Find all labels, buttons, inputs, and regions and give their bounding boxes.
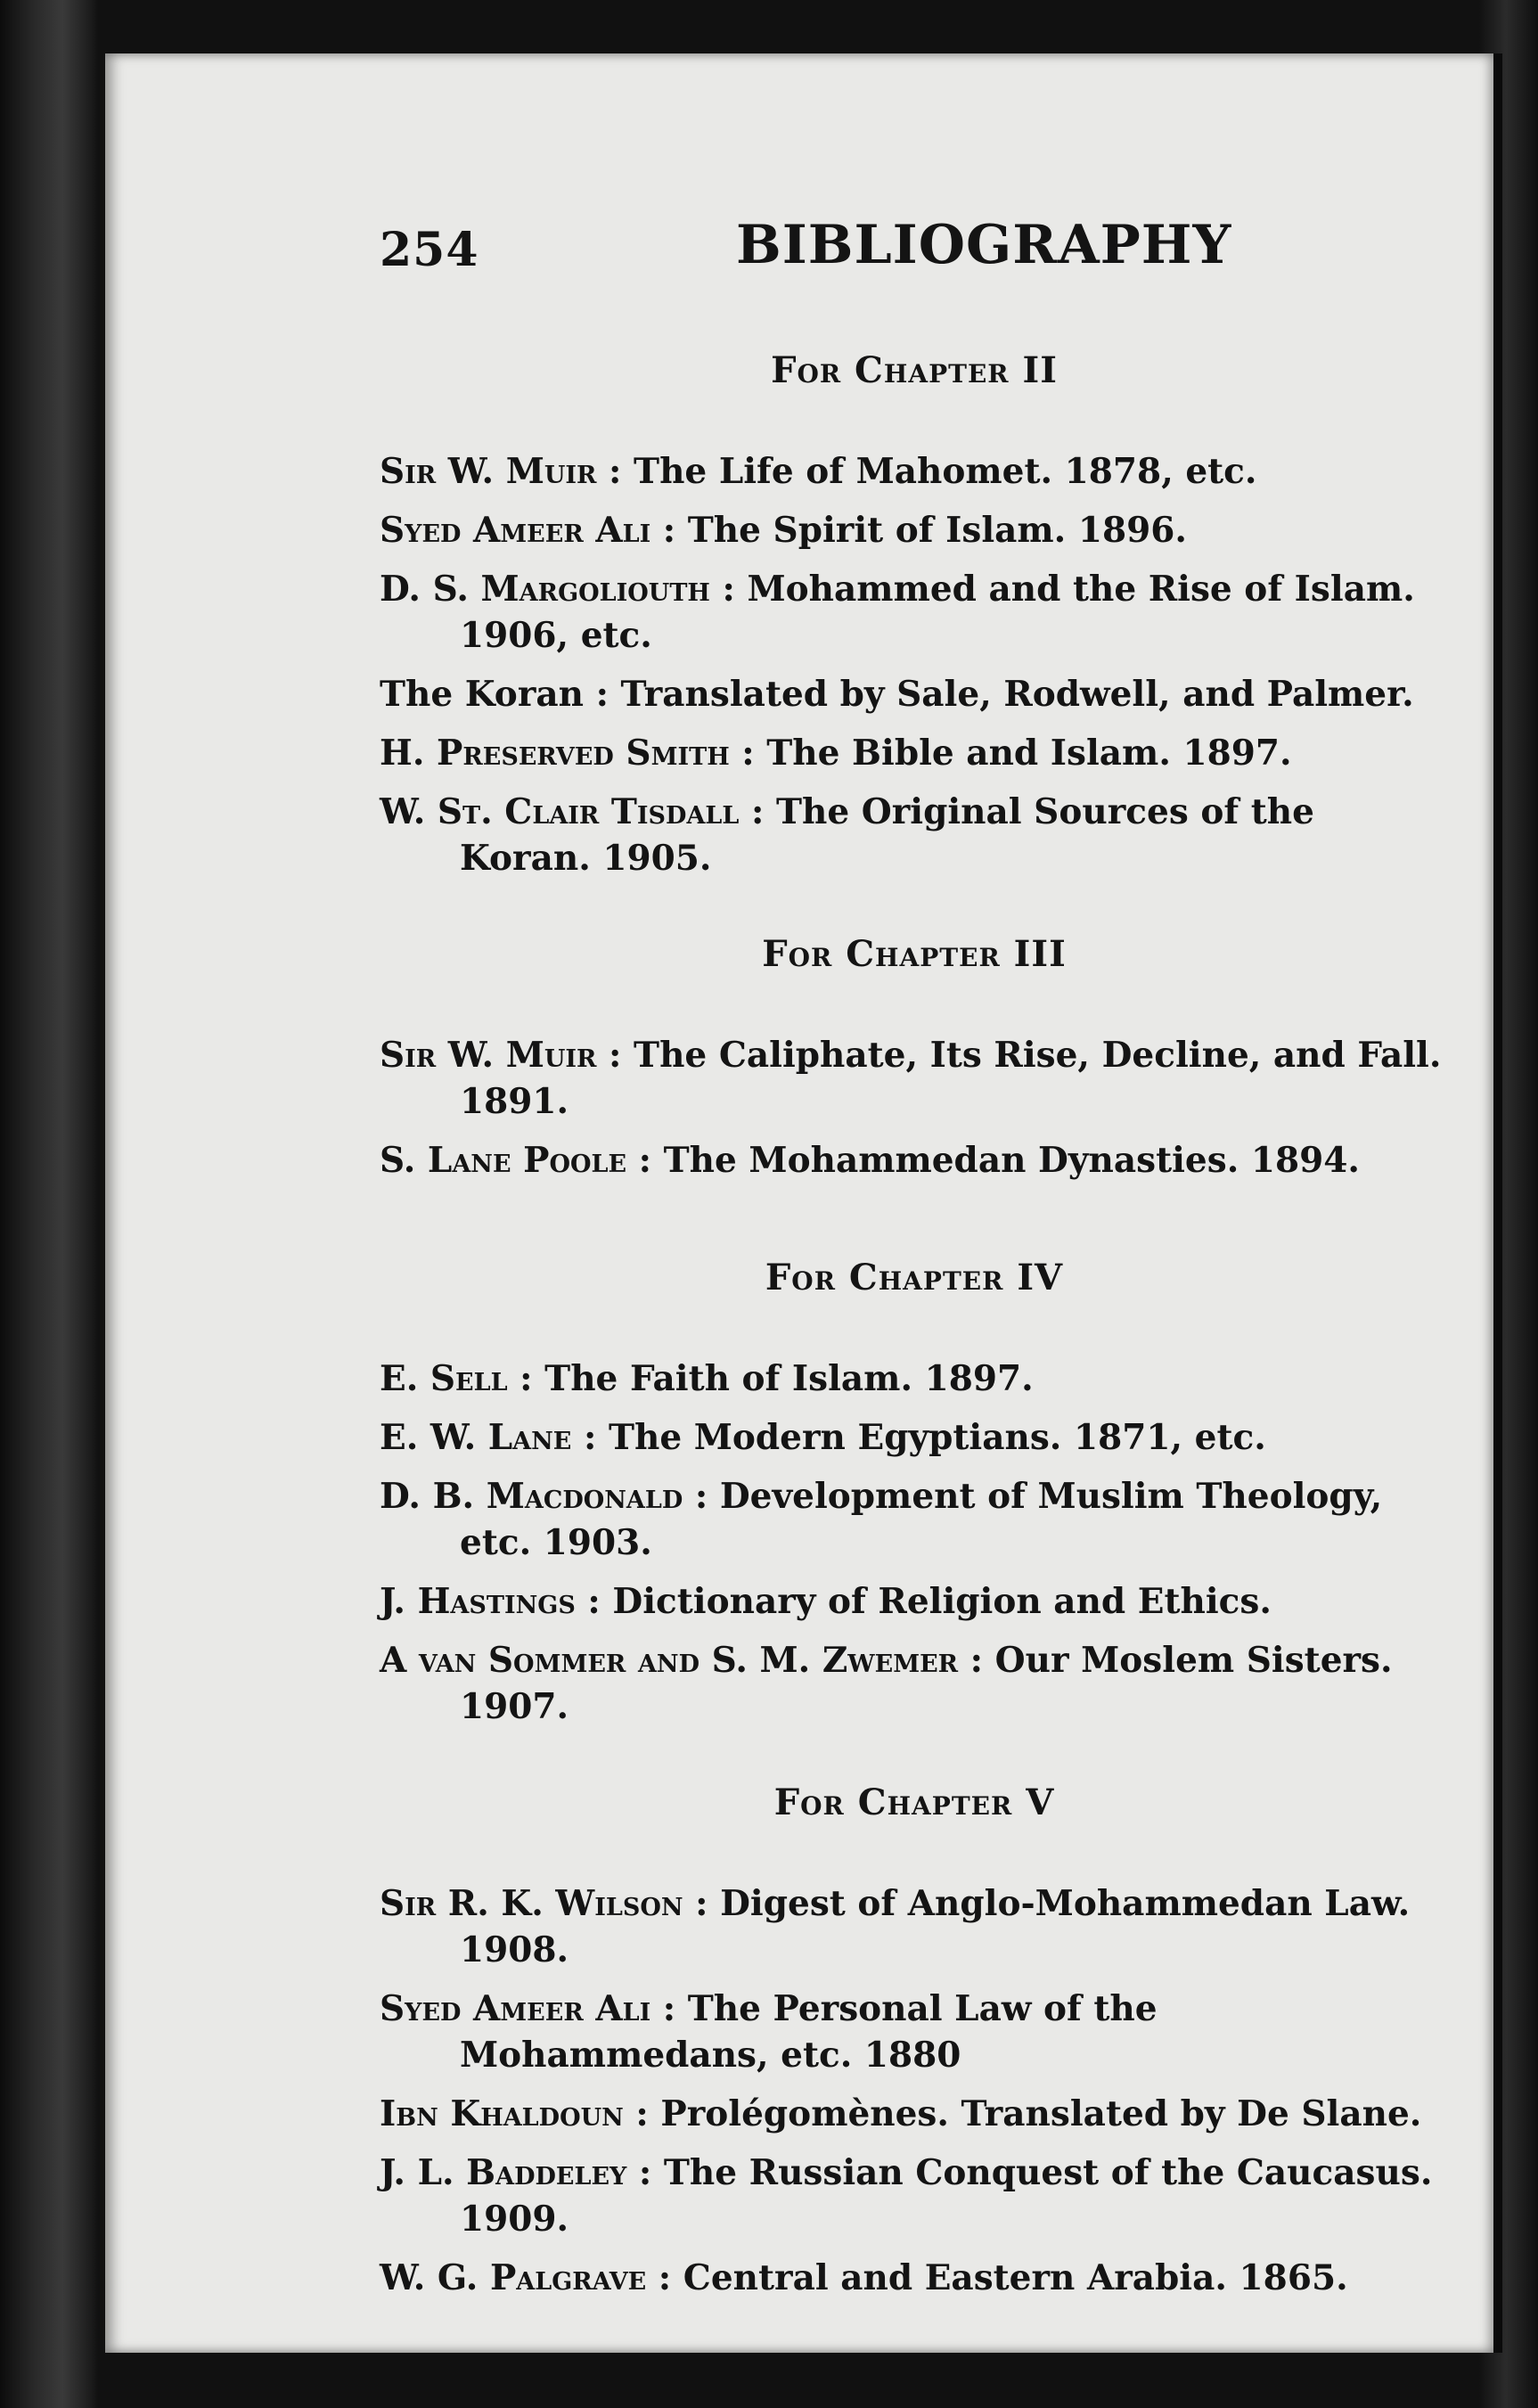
running-head — [380, 169, 1449, 277]
section-heading: For Chapter IV — [765, 1257, 1064, 1298]
entry-work: Digest of Anglo-Mohammedan Law. 1908. — [460, 1883, 1411, 1970]
section-heading: For Chapter II — [771, 349, 1058, 391]
entry-work: Central and Eastern Arabia. 1865. — [683, 2257, 1348, 2298]
entry-author: D. S. Margoliouth — [380, 569, 710, 610]
entry-work: The Mohammedan Dynasties. 1894. — [663, 1140, 1360, 1181]
entry-work: Mohammed and the Rise of Islam. 1906, etc. — [460, 569, 1415, 656]
entry-work: The Bible and Islam. 1897. — [766, 733, 1292, 774]
bibliography-entry: J. L. Baddeley : The Russian Conquest of the Caucasus. 1909. — [380, 2152, 1433, 2240]
entry-author: Sir W. Muir — [380, 1035, 597, 1076]
page-content — [380, 169, 1449, 2314]
page-sheet — [105, 53, 1493, 2353]
section-heading: For Chapter III — [762, 933, 1067, 975]
entry-work: The Koran : Translated by Sale, Rodwell, and Palmer. — [380, 674, 1414, 715]
entry-work: Dictionary of Religion and Ethics. — [612, 1581, 1272, 1622]
entry-author: E. Sell — [380, 1358, 508, 1399]
bibliography-entry: Ibn Khaldoun : Prolégomènes. Translated by De Slane. — [380, 2093, 1422, 2134]
entry-work: Our Moslem Sisters. 1907. — [460, 1640, 1393, 1727]
entry-author: E. W. Lane — [380, 1417, 572, 1458]
section-chapter-4 — [380, 1257, 1449, 1730]
entry-list — [380, 1356, 1449, 1730]
section-chapter-5 — [380, 1781, 1449, 2301]
entry-work: The Modern Egyptians. 1871, etc. — [608, 1417, 1266, 1458]
bibliography-entry: Syed Ameer Ali : The Spirit of Islam. 1896. — [380, 510, 1187, 551]
bibliography-entry: Sir W. Muir : The Life of Mahomet. 1878, etc. — [380, 451, 1257, 492]
entry-work: The Russian Conquest of the Caucasus. 1909. — [460, 2152, 1433, 2240]
entry-list — [380, 448, 1449, 881]
bibliography-entry: E. W. Lane : The Modern Egyptians. 1871, etc. — [380, 1417, 1266, 1458]
entry-author: H. Preserved Smith — [380, 733, 730, 774]
bibliography-entry: D. B. Macdonald : Development of Muslim Theology, etc. 1903. — [380, 1476, 1383, 1563]
entry-work: Development of Muslim Theology, etc. 1903. — [460, 1476, 1383, 1563]
bibliography-entry: S. Lane Poole : The Mohammedan Dynasties. 1894. — [380, 1140, 1360, 1181]
entry-author: W. G. Palgrave — [380, 2257, 647, 2298]
bibliography-entry: E. Sell : The Faith of Islam. 1897. — [380, 1358, 1034, 1399]
entry-list — [380, 1032, 1449, 1184]
bibliography-entry: Syed Ameer Ali : The Personal Law of the Mohammedans, etc. 1880 — [380, 1988, 1158, 2076]
entry-work: The Life of Mahomet. 1878, etc. — [634, 451, 1257, 492]
section-heading: For Chapter V — [773, 1781, 1055, 1823]
entry-author: S. Lane Poole — [380, 1140, 627, 1181]
page-edge-shadow — [1493, 53, 1502, 2353]
bibliography-entry: A van Sommer and S. M. Zwemer : Our Moslem Sisters. 1907. — [380, 1640, 1393, 1727]
entry-work: The Faith of Islam. 1897. — [544, 1358, 1034, 1399]
bibliography-entry: Sir R. K. Wilson : Digest of Anglo-Mohammedan Law. 1908. — [380, 1883, 1411, 1970]
entry-work: The Personal Law of the Mohammedans, etc. 1880 — [460, 1988, 1158, 2076]
bibliography-entry: W. St. Clair Tisdall : The Original Sources of the Koran. 1905. — [380, 791, 1314, 879]
entry-author: J. L. Baddeley — [380, 2152, 627, 2193]
entry-author: A van Sommer and S. M. Zwemer — [380, 1640, 959, 1681]
entry-author: Sir W. Muir — [380, 451, 597, 492]
bibliography-entry: H. Preserved Smith : The Bible and Islam. 1897. — [380, 733, 1292, 774]
bibliography-entry: J. Hastings : Dictionary of Religion and Ethics. — [380, 1581, 1272, 1622]
entry-author: Ibn Khaldoun — [380, 2093, 624, 2134]
entry-list — [380, 1880, 1449, 2301]
entry-work: The Spirit of Islam. 1896. — [687, 510, 1187, 551]
entry-work: The Original Sources of the Koran. 1905. — [460, 791, 1314, 879]
section-chapter-3 — [380, 933, 1449, 1184]
page-title: BIBLIOGRAPHY — [736, 214, 1232, 276]
bibliography-entry: Sir W. Muir : The Caliphate, Its Rise, Decline, and Fall. 1891. — [380, 1035, 1442, 1122]
bibliography-entry — [380, 671, 1449, 717]
entry-author: Syed Ameer Ali — [380, 1988, 651, 2029]
page-number: 254 — [380, 223, 479, 277]
entry-author: Sir R. K. Wilson — [380, 1883, 683, 1924]
entry-author: J. Hastings — [380, 1581, 576, 1622]
entry-author: W. St. Clair Tisdall — [380, 791, 740, 832]
entry-work: The Caliphate, Its Rise, Decline, and Fall. 1891. — [460, 1035, 1442, 1122]
entry-author: D. B. Macdonald — [380, 1476, 683, 1517]
bibliography-entry: W. G. Palgrave : Central and Eastern Arabia. 1865. — [380, 2257, 1348, 2298]
section-chapter-2 — [380, 349, 1449, 881]
entry-author: Syed Ameer Ali — [380, 510, 651, 551]
bibliography-entry: D. S. Margoliouth : Mohammed and the Rise of Islam. 1906, etc. — [380, 569, 1415, 656]
entry-work: Prolégomènes. Translated by De Slane. — [660, 2093, 1422, 2134]
